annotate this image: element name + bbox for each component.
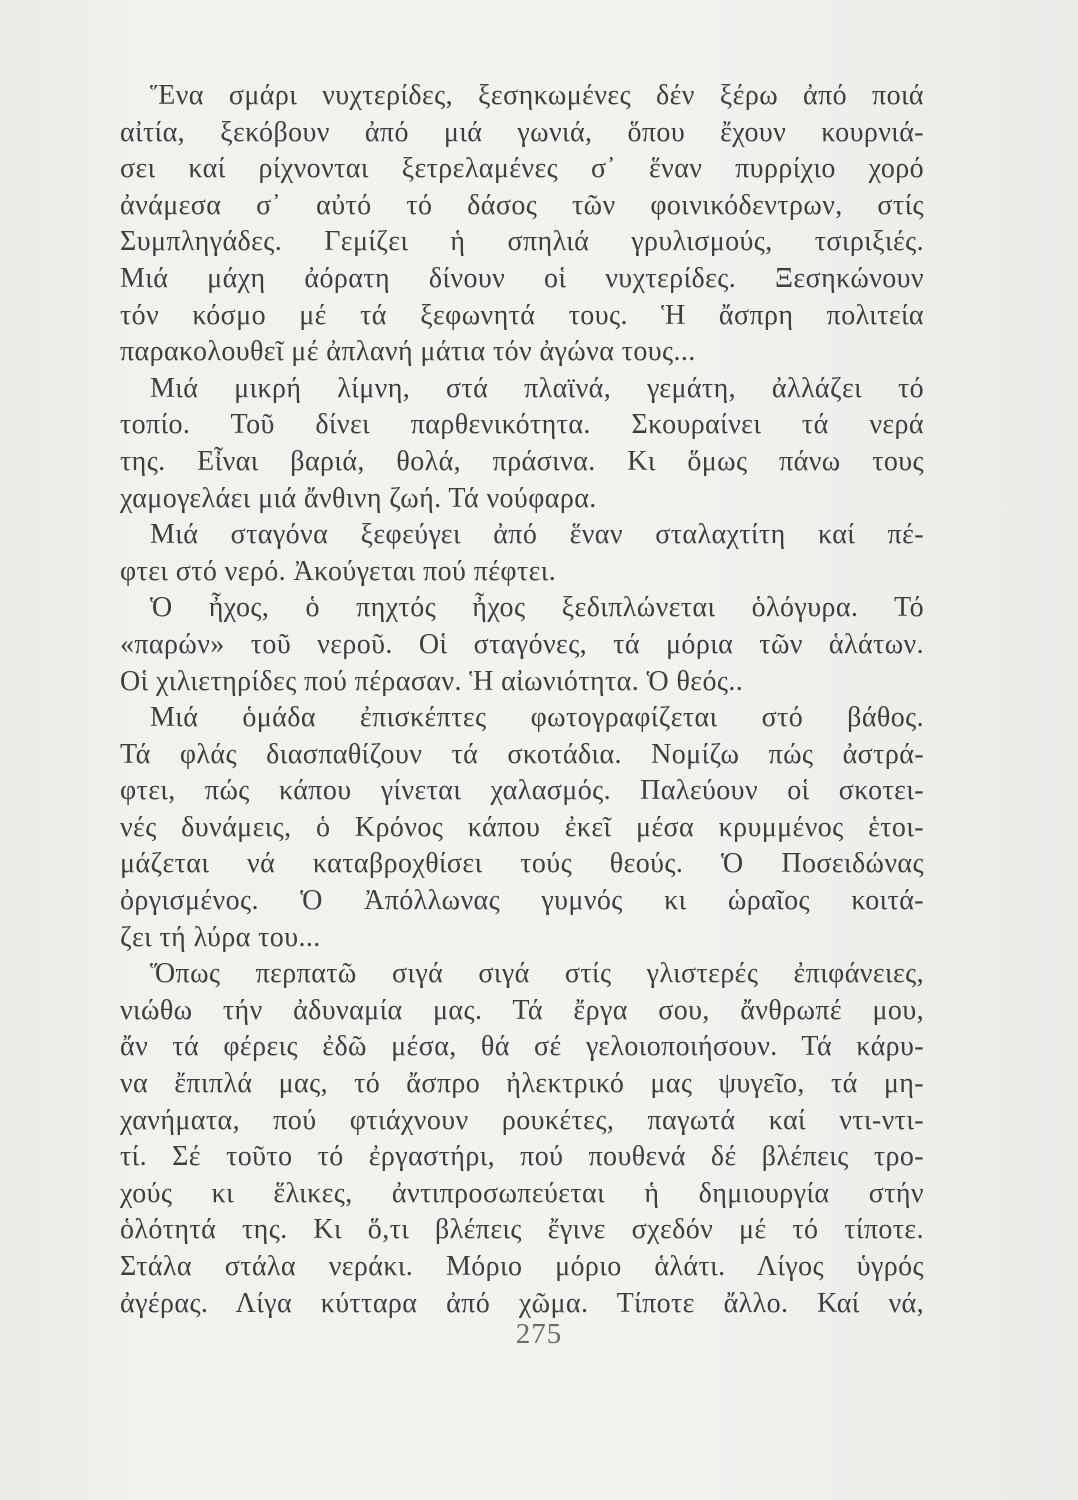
paragraph: [120, 78, 924, 371]
text-line: Ἕνα σμάρι νυχτερίδες, ξεσηκωμένες δέν ξέρω ἀπό ποιά: [150, 80, 924, 111]
text-line: Ὁ ἦχος, ὁ πηχτός ἦχος ξεδιπλώνεται ὁλόγυρα. Τό: [150, 592, 924, 624]
text-line: της. Εἶναι βαριά, θολά, πράσινα. Κι ὅμως πάνω τους: [120, 445, 924, 477]
text-line: Στάλα στάλα νεράκι. Μόριο μόριο ἁλάτι. Λίγος ὑγρός: [120, 1251, 924, 1282]
text-line: τόν κόσμο μέ τά ξεφωνητά τους. Ἡ ἄσπρη πολιτεία: [120, 299, 924, 331]
text-line: ἀνάμεσα σ᾽ αὐτό τό δάσος τῶν φοινικόδεντρων, στίς: [120, 189, 924, 221]
text-line: παρακολουθεῖ μέ ἀπλανή μάτια τόν ἀγώνα τους...: [120, 336, 696, 368]
text-line: Μιά μάχη ἀόρατη δίνουν οἱ νυχτερίδες. Ξεσηκώνουν: [120, 262, 924, 294]
text-line: μάζεται νά καταβροχθίσει τούς θεούς. Ὁ Ποσειδώνας: [120, 848, 924, 880]
paragraph: [120, 371, 924, 517]
text-line: Τά φλάς διασπαθίζουν τά σκοτάδια. Νομίζω πώς ἀστρά-: [120, 738, 924, 770]
text-line: ἄν τά φέρεις ἐδῶ μέσα, θά σέ γελοιοποιήσουν. Τά κάρυ-: [120, 1031, 924, 1063]
text-line: αἰτία, ξεκόβουν ἀπό μιά γωνιά, ὅπου ἔχουν κουρνιά-: [120, 116, 924, 148]
text-line: χούς κι ἕλικες, ἀντιπροσωπεύεται ἡ δημιουργία στήν: [120, 1177, 924, 1209]
text-line: Οἱ χιλιετηρίδες πού πέρασαν. Ἡ αἰωνιότητα. Ὁ θεός..: [120, 665, 744, 697]
text-line: ζει τή λύρα του...: [120, 921, 321, 953]
text-line: σει καί ρίχνονται ξετρελαμένες σ᾽ ἕναν πυρρίχιο χορό: [120, 153, 924, 185]
text-line: τί. Σέ τοῦτο τό ἐργαστήρι, πού πουθενά δέ βλέπεις τρο-: [120, 1141, 924, 1173]
text-line: ὀργισμένος. Ὁ Ἀπόλλωνας γυμνός κι ὡραῖος κοιτά-: [120, 885, 924, 917]
text-line: ὁλότητά της. Κι ὅ,τι βλέπεις ἔγινε σχεδόν μέ τό τίποτε.: [120, 1214, 924, 1246]
text-line: ἀγέρας. Λίγα κύτταρα ἀπό χῶμα. Τίποτε ἄλλο. Καί νά,: [120, 1287, 924, 1319]
text-line: να ἔπιπλά μας, τό ἄσπρο ἠλεκτρικό μας ψυγεῖο, τά μη-: [120, 1068, 924, 1100]
body-text: [120, 78, 924, 1322]
text-line: νές δυνάμεις, ὁ Κρόνος κάπου ἐκεῖ μέσα κρυμμένος ἑτοι-: [120, 811, 924, 843]
text-line: νιώθω τήν ἀδυναμία μας. Τά ἔργα σου, ἄνθρωπέ μου,: [120, 994, 924, 1026]
paragraph: [120, 590, 924, 700]
text-line: Ὅπως περπατῶ σιγά σιγά στίς γλιστερές ἐπιφάνειες,: [150, 958, 924, 990]
text-line: Συμπληγάδες. Γεμίζει ἡ σπηλιά γρυλισμούς, τσιριξιές.: [120, 226, 924, 258]
text-line: φτει στό νερό. Ἀκούγεται πού πέφτει.: [120, 555, 557, 587]
text-line: Μιά μικρή λίμνη, στά πλαϊνά, γεμάτη, ἀλλάζει τό: [150, 372, 924, 404]
text-line: τοπίο. Τοῦ δίνει παρθενικότητα. Σκουραίνει τά νερά: [120, 409, 924, 441]
page-number: 275: [515, 1318, 563, 1350]
paragraph: [120, 956, 924, 1322]
text-line: χαμογελάει μιά ἄνθινη ζωή. Τά νούφαρα.: [120, 482, 597, 514]
paragraph: [120, 700, 924, 956]
text-line: «παρών» τοῦ νεροῦ. Οἱ σταγόνες, τά μόρια τῶν ἁλάτων.: [120, 628, 924, 660]
text-line: χανήματα, πού φτιάχνουν ρουκέτες, παγωτά καί ντι-ντι-: [120, 1104, 924, 1136]
text-line: Μιά ὁμάδα ἐπισκέπτες φωτογραφίζεται στό βάθος.: [150, 702, 924, 734]
text-line: φτει, πώς κάπου γίνεται χαλασμός. Παλεύουν οἱ σκοτει-: [120, 775, 924, 807]
paragraph: [120, 517, 924, 590]
text-line: Μιά σταγόνα ξεφεύγει ἀπό ἕναν σταλαχτίτη καί πέ-: [150, 519, 924, 551]
